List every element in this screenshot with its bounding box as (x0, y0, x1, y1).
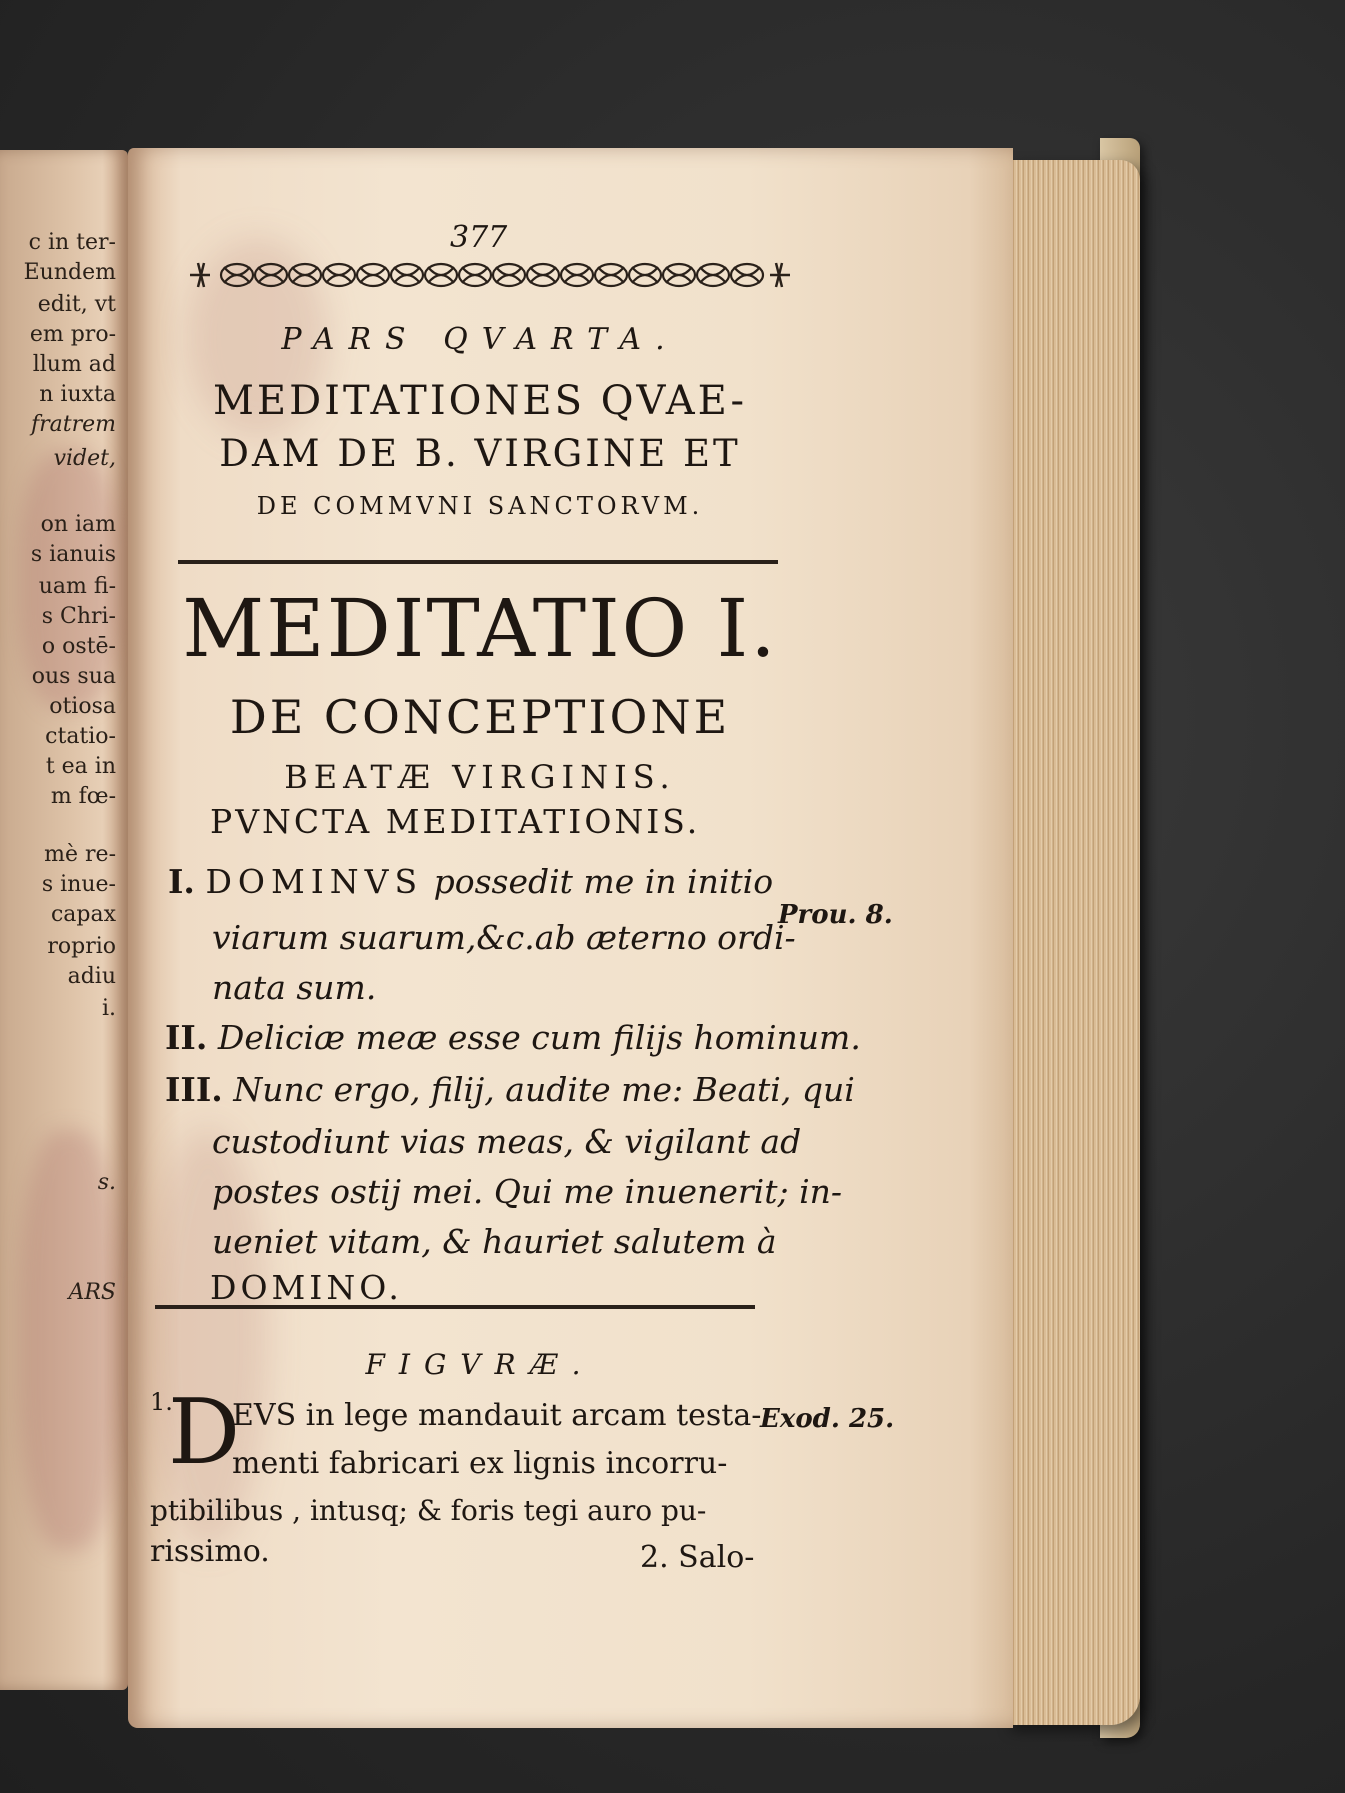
figura-number: 1. (150, 1388, 173, 1416)
point-1-line-1 (168, 862, 773, 901)
point-number: II. (165, 1018, 208, 1057)
left-page-line: mè re- (44, 842, 116, 867)
point-3-line-5: DOMINO. (210, 1268, 403, 1307)
figurae-heading: FIGVRÆ. (365, 1348, 595, 1381)
point-lead-word: DOMINVS (205, 862, 424, 901)
section-title-line-2: DAM DE B. VIRGINE ET (219, 432, 741, 475)
figura-line-2: menti fabricari ex lignis incorru- (232, 1446, 728, 1481)
ornament-band (190, 258, 790, 292)
left-page-line: ctatio- (45, 724, 116, 749)
puncta-heading: PVNCTA MEDITATIONIS. (210, 802, 701, 841)
left-page-line: t ea in (45, 754, 116, 779)
margin-reference: Exod. 25. (760, 1404, 895, 1434)
divider-rule (178, 560, 778, 564)
left-page-line: otiosa (49, 694, 116, 719)
left-page-line: c in ter- (28, 230, 116, 255)
left-page-line: adiu (67, 964, 116, 989)
left-page-line: n iuxta (39, 382, 116, 407)
left-page-line: videt, (53, 446, 116, 471)
section-title-line-3: DE COMMVNI SANCTORVM. (256, 492, 704, 520)
point-text: possedit me in initio (433, 862, 774, 901)
figura-line-3: ptibilibus , intusq; & foris tegi auro pu- (150, 1494, 707, 1527)
part-title: PARS QVARTA. (281, 322, 679, 357)
meditation-subheading: DE CONCEPTIONE (229, 690, 731, 744)
point-3-line-3: postes ostij mei. Qui me inuenerit; in- (212, 1172, 843, 1211)
figura-line-4: rissimo. (150, 1534, 270, 1569)
point-1-line-2: viarum suarum,&c.ab æterno ordi- (212, 918, 796, 957)
point-3-line-1 (165, 1070, 855, 1109)
point-1-line-3: nata sum. (212, 968, 377, 1007)
page-fore-edge (1005, 160, 1140, 1725)
figura-line-1: EVS in lege mandauit arcam testa- (232, 1398, 762, 1433)
left-page-line: on iam (40, 512, 116, 537)
left-page-line: fratrem (30, 412, 116, 437)
left-page-line: i. (101, 996, 116, 1021)
left-page-line: s Chri- (41, 604, 116, 629)
page-number: 377 (450, 220, 508, 255)
point-3-line-2: custodiunt vias meas, & vigilant ad (212, 1122, 802, 1161)
left-page-line: em pro- (29, 322, 116, 347)
left-page-line: edit, vt (37, 292, 116, 317)
left-page-line: llum ad (32, 352, 116, 377)
margin-reference: Prou. 8. (778, 900, 893, 930)
point-number: III. (165, 1070, 223, 1109)
left-page-line: Eundem (23, 260, 116, 285)
point-text: Deliciæ meæ esse cum filijs hominum. (217, 1018, 861, 1057)
left-page-line: capax (50, 902, 116, 927)
point-text: Nunc ergo, filij, audite me: Beati, qui (233, 1070, 855, 1109)
left-page-line: m fœ- (50, 784, 116, 809)
left-page-line: o ostē- (41, 634, 116, 659)
point-number: I. (168, 862, 195, 901)
catchword: 2. Salo- (640, 1540, 755, 1575)
left-page-line: ARS (68, 1280, 116, 1305)
left-page (0, 150, 128, 1690)
left-page-line: s inue- (41, 872, 116, 897)
left-page-line: s. (97, 1170, 116, 1195)
point-3-line-4: ueniet vitam, & hauriet salutem à (212, 1222, 777, 1261)
left-page-line: uam fi- (38, 574, 116, 599)
left-page-line: roprio (47, 934, 116, 959)
point-2-line-1 (165, 1018, 861, 1057)
meditation-subheading-2: BEATÆ VIRGINIS. (284, 758, 676, 796)
left-page-line: ous sua (31, 664, 116, 689)
section-title-line-1: MEDITATIONES QVAE- (212, 378, 748, 424)
meditation-heading: MEDITATIO I. (182, 582, 778, 675)
left-page-line: s ianuis (30, 542, 116, 567)
drop-cap: D (168, 1380, 241, 1485)
divider-rule (155, 1305, 755, 1309)
